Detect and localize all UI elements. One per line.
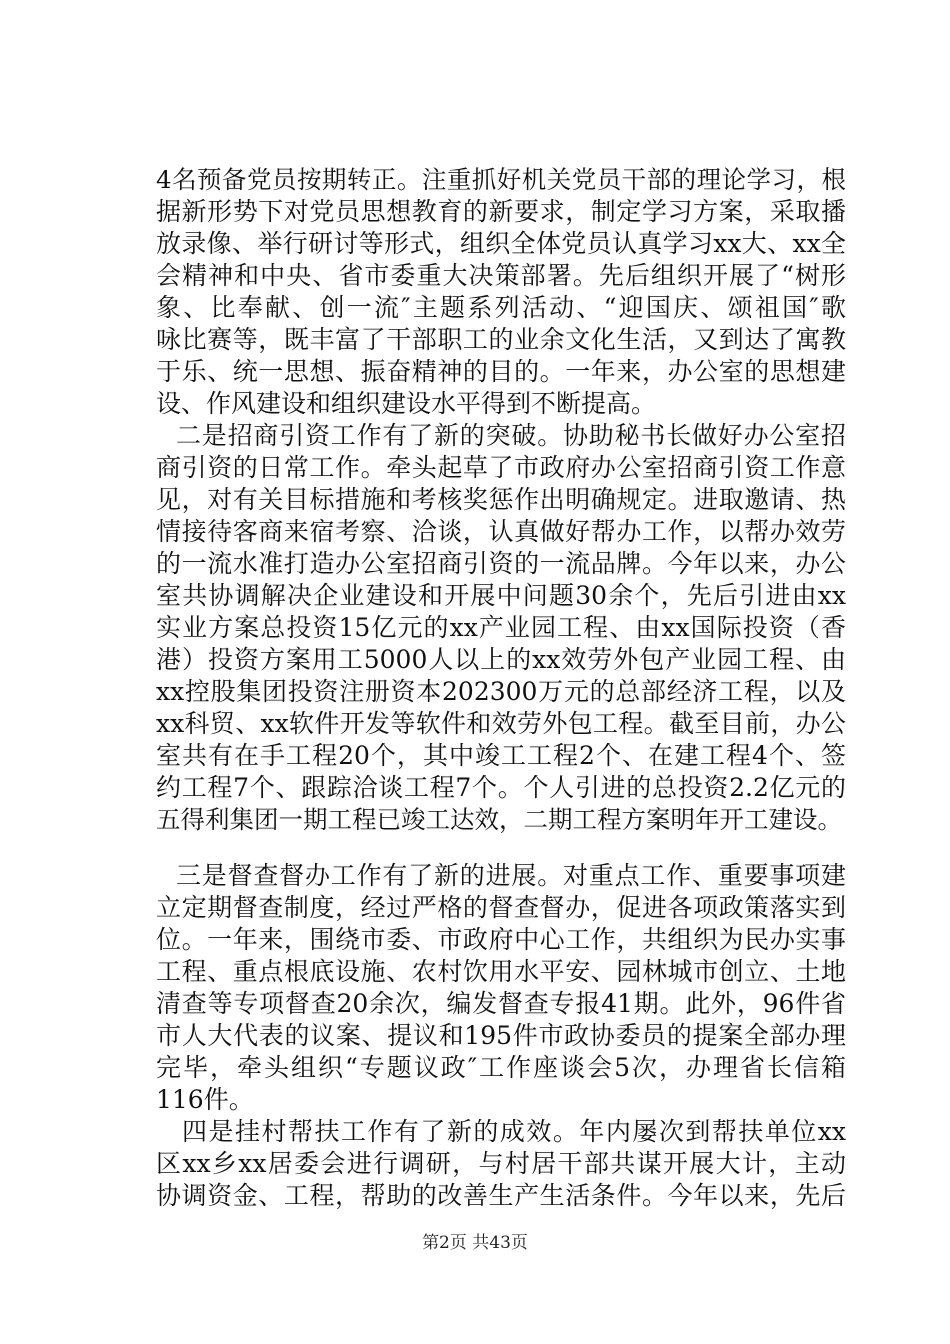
text-line: 放录像、举行研讨等形式，组织全体党员认真学习xx大、xx全 (156, 229, 846, 258)
page-number-footer: 第2页 共43页 (422, 1233, 528, 1253)
text-line: 室共协调解决企业建设和开展中问题30余个，先后引进由xx (156, 581, 846, 610)
text-line: 市人大代表的议案、提议和195件市政协委员的提案全部办理 (156, 1021, 846, 1050)
text-line: 五得利集团一期工程已竣工达效，二期工程方案明年开工建设。 (156, 805, 842, 834)
paragraph-1 (156, 164, 846, 420)
text-line: 协调资金、工程，帮助的改善生产生活条件。今年以来，先后 (156, 1181, 846, 1210)
text-line: xx控股集团投资注册资本202300万元的总部经济工程，以及 (156, 677, 846, 706)
text-line: 会精神和中央、省市委重大决策部署。先后组织开展了“树形 (156, 261, 846, 290)
text-line: xx科贸、xx软件开发等软件和效劳外包工程。截至目前，办公 (156, 709, 846, 738)
text-line: 立定期督查制度，经过严格的督查督办，促进各项政策落实到 (156, 893, 846, 922)
text-line: 二是招商引资工作有了新的突破。协助秘书长做好办公室招 (176, 421, 846, 450)
text-line: 咏比赛等，既丰富了干部职工的业余文化生活，又到达了寓教 (156, 325, 846, 354)
text-line: 116件。 (156, 1085, 254, 1114)
text-line: 区xx乡xx居委会进行调研，与村居干部共谋开展大计，主动 (156, 1149, 846, 1178)
text-line: 4名预备党员按期转正。注重抓好机关党员干部的理论学习，根 (156, 165, 846, 194)
text-line: 据新形势下对党员思想教育的新要求，制定学习方案，采取播 (156, 197, 846, 226)
text-line: 室共有在手工程20个，其中竣工工程2个、在建工程4个、签 (156, 741, 846, 770)
paragraph-4 (156, 1116, 846, 1212)
text-line: 位。一年来，围绕市委、市政府中心工作，共组织为民办实事 (156, 925, 846, 954)
text-line: 清查等专项督查20余次，编发督查专报41期。此外，96件省 (156, 989, 846, 1018)
text-line: 三是督查督办工作有了新的进展。对重点工作、重要事项建 (176, 861, 846, 890)
text-line: 象、比奉献、创一流″主题系列活动、“迎国庆、颂祖国″歌 (156, 293, 846, 322)
text-line: 的一流水准打造办公室招商引资的一流品牌。今年以来，办公 (156, 549, 846, 578)
text-line: 港）投资方案用工5000人以上的xx效劳外包产业园工程、由 (156, 645, 846, 674)
text-line: 于乐、统一思想、振奋精神的目的。一年来，办公室的思想建 (156, 357, 846, 386)
paragraph-2 (156, 420, 846, 836)
text-line: 情接待客商来宿考察、洽谈，认真做好帮办工作，以帮办效劳 (156, 517, 846, 546)
text-line: 商引资的日常工作。牵头起草了市政府办公室招商引资工作意 (156, 453, 846, 482)
text-line: 设、作风建设和组织建设水平得到不断提高。 (156, 389, 657, 418)
document-body (156, 164, 846, 1212)
text-line: 完毕，牵头组织“专题议政″工作座谈会5次，办理省长信箱 (156, 1053, 846, 1082)
text-line: 约工程7个、跟踪洽谈工程7个。个人引进的总投资2.2亿元的 (156, 773, 846, 802)
text-line: 四是挂村帮扶工作有了新的成效。年内屡次到帮扶单位xx (182, 1117, 846, 1146)
paragraph-3 (156, 860, 846, 1116)
paragraph-spacer (156, 836, 846, 860)
text-line: 见，对有关目标措施和考核奖惩作出明确规定。进取邀请、热 (156, 485, 846, 514)
text-line: 实业方案总投资15亿元的xx产业园工程、由xx国际投资（香 (156, 613, 846, 642)
text-line: 工程、重点根底设施、农村饮用水平安、园林城市创立、土地 (156, 957, 846, 986)
